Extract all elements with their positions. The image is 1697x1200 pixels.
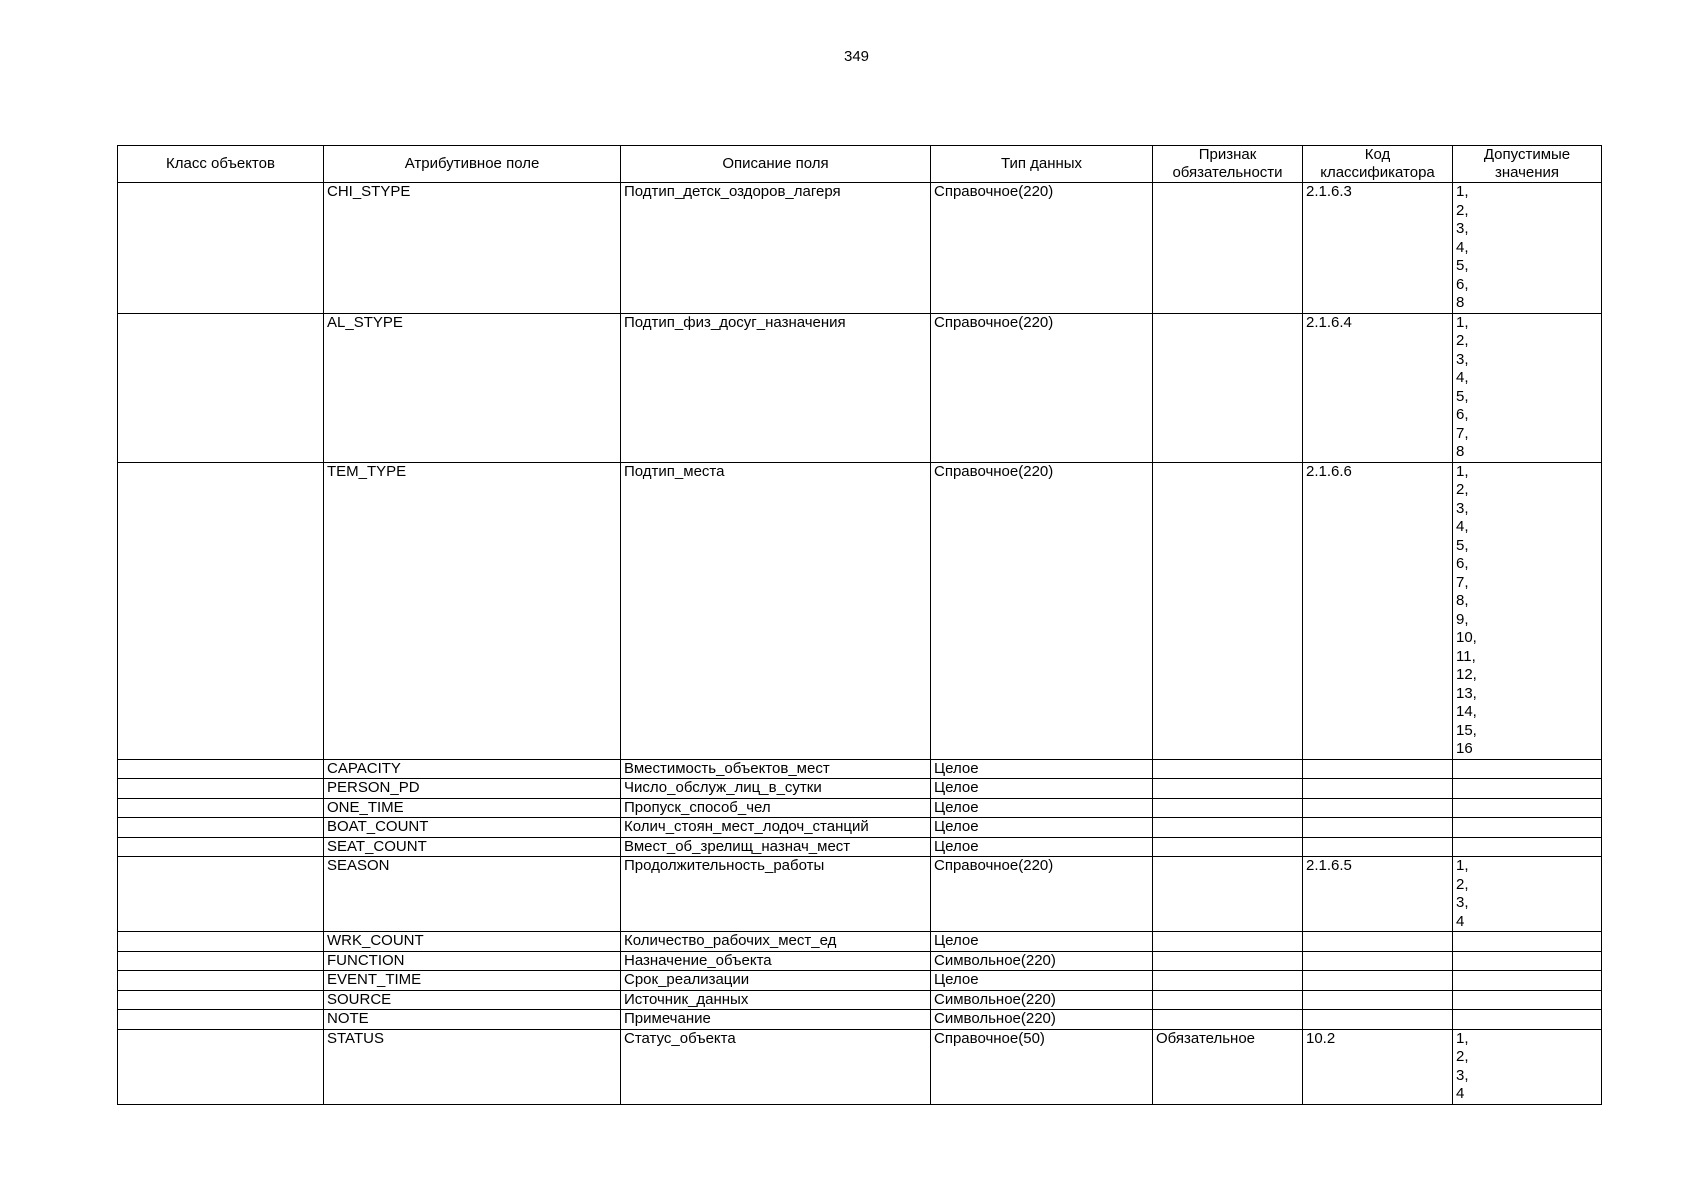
required-flag-cell: Обязательное <box>1153 1029 1303 1104</box>
allowed-value: 5, <box>1456 536 1469 554</box>
data-type-cell: Символьное(220) <box>931 951 1153 971</box>
object-class-cell <box>118 798 324 818</box>
object-class-cell <box>118 759 324 779</box>
allowed-value: 3, <box>1456 894 1469 911</box>
allowed-value: 2, <box>1456 332 1469 349</box>
table-row <box>118 1029 1602 1104</box>
object-class-cell <box>118 462 324 759</box>
table-row <box>118 857 1602 932</box>
required-flag-cell <box>1153 759 1303 779</box>
attribute-table <box>117 145 1602 1105</box>
allowed-values-cell <box>1453 759 1602 779</box>
data-type-cell: Целое <box>931 837 1153 857</box>
classifier-code-cell: 2.1.6.6 <box>1303 462 1453 759</box>
classifier-code-cell <box>1303 779 1453 799</box>
attribute-field-cell: ONE_TIME <box>324 798 621 818</box>
allowed-value: 3, <box>1456 220 1469 237</box>
header-required-flag: Признак обязательности <box>1153 146 1303 183</box>
classifier-code-cell: 2.1.6.3 <box>1303 183 1453 314</box>
field-description-cell: Вместимость_объектов_мест <box>621 759 931 779</box>
allowed-value: 2, <box>1456 875 1469 893</box>
required-flag-cell <box>1153 990 1303 1010</box>
required-flag-cell <box>1153 951 1303 971</box>
attribute-field-cell: CHI_STYPE <box>324 183 621 314</box>
field-description-cell: Пропуск_способ_чел <box>621 798 931 818</box>
allowed-value: 10, <box>1456 629 1477 646</box>
table-row <box>118 462 1602 759</box>
attribute-field-cell: STATUS <box>324 1029 621 1104</box>
required-flag-cell <box>1153 857 1303 932</box>
attribute-field-cell: SEAT_COUNT <box>324 837 621 857</box>
allowed-value: 5, <box>1456 257 1469 274</box>
allowed-value: 1, <box>1456 183 1469 200</box>
allowed-value: 9, <box>1456 610 1469 628</box>
required-flag-cell <box>1153 837 1303 857</box>
allowed-value: 6, <box>1456 275 1469 293</box>
table-header <box>118 146 1602 183</box>
field-description-cell: Число_обслуж_лиц_в_сутки <box>621 779 931 799</box>
classifier-code-cell: 2.1.6.5 <box>1303 857 1453 932</box>
table-row <box>118 951 1602 971</box>
object-class-cell <box>118 183 324 314</box>
allowed-value: 16 <box>1456 740 1473 757</box>
allowed-values-cell <box>1453 971 1602 991</box>
field-description-cell: Подтип_детск_оздоров_лагеря <box>621 183 931 314</box>
required-flag-cell <box>1153 971 1303 991</box>
header-field-description: Описание поля <box>621 146 931 183</box>
field-description-cell: Назначение_объекта <box>621 951 931 971</box>
field-description-cell: Источник_данных <box>621 990 931 1010</box>
data-type-cell: Целое <box>931 971 1153 991</box>
classifier-code-cell: 2.1.6.4 <box>1303 313 1453 462</box>
field-description-cell: Колич_стоян_мест_лодоч_станций <box>621 818 931 838</box>
allowed-value: 4, <box>1456 518 1469 535</box>
allowed-value: 8, <box>1456 592 1469 609</box>
data-type-cell: Справочное(220) <box>931 183 1153 314</box>
field-description-cell: Количество_рабочих_мест_ед <box>621 932 931 952</box>
allowed-value: 7, <box>1456 573 1469 591</box>
table-row <box>118 1010 1602 1030</box>
field-description-cell: Срок_реализации <box>621 971 931 991</box>
attribute-field-cell: SOURCE <box>324 990 621 1010</box>
object-class-cell <box>118 1029 324 1104</box>
object-class-cell <box>118 857 324 932</box>
header-classifier-code: Код классификатора <box>1303 146 1453 183</box>
object-class-cell <box>118 971 324 991</box>
data-type-cell: Справочное(220) <box>931 462 1153 759</box>
object-class-cell <box>118 313 324 462</box>
allowed-values-cell <box>1453 857 1602 932</box>
data-type-cell: Целое <box>931 779 1153 799</box>
table-row <box>118 990 1602 1010</box>
data-type-cell: Целое <box>931 932 1153 952</box>
attribute-field-cell: TEM_TYPE <box>324 462 621 759</box>
allowed-value: 1, <box>1456 462 1469 480</box>
header-allowed-values: Допустимые значения <box>1453 146 1602 183</box>
allowed-value: 4 <box>1456 1085 1465 1102</box>
allowed-value: 3, <box>1456 499 1469 517</box>
allowed-value: 2, <box>1456 481 1469 498</box>
allowed-value: 11, <box>1456 647 1476 665</box>
allowed-values-cell <box>1453 462 1602 759</box>
object-class-cell <box>118 932 324 952</box>
object-class-cell <box>118 779 324 799</box>
allowed-values-cell <box>1453 1010 1602 1030</box>
attribute-field-cell: NOTE <box>324 1010 621 1030</box>
allowed-value: 8 <box>1456 443 1465 460</box>
data-type-cell: Целое <box>931 818 1153 838</box>
attribute-field-cell: BOAT_COUNT <box>324 818 621 838</box>
allowed-values-cell <box>1453 951 1602 971</box>
allowed-value: 6, <box>1456 555 1469 572</box>
allowed-value: 6, <box>1456 406 1469 423</box>
allowed-value: 4, <box>1456 238 1469 256</box>
field-description-cell: Вмест_об_зрелищ_назнач_мест <box>621 837 931 857</box>
allowed-value: 1, <box>1456 1029 1469 1047</box>
classifier-code-cell <box>1303 798 1453 818</box>
attribute-field-cell: FUNCTION <box>324 951 621 971</box>
attribute-field-cell: WRK_COUNT <box>324 932 621 952</box>
data-type-cell: Целое <box>931 759 1153 779</box>
allowed-values-cell <box>1453 932 1602 952</box>
allowed-value: 12, <box>1456 666 1477 683</box>
table-row <box>118 798 1602 818</box>
data-type-cell: Справочное(220) <box>931 313 1153 462</box>
classifier-code-cell <box>1303 818 1453 838</box>
table-row <box>118 932 1602 952</box>
classifier-code-cell <box>1303 971 1453 991</box>
classifier-code-cell <box>1303 837 1453 857</box>
table-body <box>118 183 1602 1105</box>
classifier-code-cell <box>1303 1010 1453 1030</box>
header-row <box>118 146 1602 183</box>
table-row <box>118 779 1602 799</box>
field-description-cell: Продолжительность_работы <box>621 857 931 932</box>
object-class-cell <box>118 818 324 838</box>
attribute-field-cell: AL_STYPE <box>324 313 621 462</box>
allowed-values-cell <box>1453 837 1602 857</box>
allowed-values-cell <box>1453 818 1602 838</box>
classifier-code-cell <box>1303 932 1453 952</box>
attribute-field-cell: PERSON_PD <box>324 779 621 799</box>
allowed-values-cell <box>1453 779 1602 799</box>
header-data-type: Тип данных <box>931 146 1153 183</box>
required-flag-cell <box>1153 818 1303 838</box>
allowed-value: 5, <box>1456 387 1469 405</box>
allowed-value: 8 <box>1456 294 1465 311</box>
allowed-values-cell <box>1453 183 1602 314</box>
allowed-values-cell <box>1453 798 1602 818</box>
allowed-value: 3, <box>1456 350 1469 368</box>
required-flag-cell <box>1153 932 1303 952</box>
object-class-cell <box>118 837 324 857</box>
field-description-cell: Статус_объекта <box>621 1029 931 1104</box>
required-flag-cell <box>1153 798 1303 818</box>
data-type-cell: Символьное(220) <box>931 990 1153 1010</box>
allowed-value: 4, <box>1456 369 1469 386</box>
object-class-cell <box>118 951 324 971</box>
page-number: 349 <box>843 48 870 65</box>
required-flag-cell <box>1153 462 1303 759</box>
data-type-cell: Справочное(50) <box>931 1029 1153 1104</box>
allowed-value: 4 <box>1456 912 1465 930</box>
allowed-value: 15, <box>1456 721 1477 739</box>
header-object-class: Класс объектов <box>118 146 324 183</box>
allowed-values-cell <box>1453 313 1602 462</box>
object-class-cell <box>118 1010 324 1030</box>
allowed-values-cell <box>1453 1029 1602 1104</box>
table-row <box>118 837 1602 857</box>
table-row <box>118 759 1602 779</box>
header-attribute-field: Атрибутивное поле <box>324 146 621 183</box>
field-description-cell: Подтип_физ_досуг_назначения <box>621 313 931 462</box>
required-flag-cell <box>1153 1010 1303 1030</box>
table-row <box>118 818 1602 838</box>
object-class-cell <box>118 990 324 1010</box>
allowed-value: 2, <box>1456 201 1469 219</box>
table-row <box>118 313 1602 462</box>
field-description-cell: Примечание <box>621 1010 931 1030</box>
allowed-value: 13, <box>1456 684 1477 702</box>
classifier-code-cell <box>1303 990 1453 1010</box>
attribute-field-cell: EVENT_TIME <box>324 971 621 991</box>
attribute-field-cell: SEASON <box>324 857 621 932</box>
field-description-cell: Подтип_места <box>621 462 931 759</box>
data-type-cell: Справочное(220) <box>931 857 1153 932</box>
allowed-value: 1, <box>1456 313 1469 331</box>
attribute-field-cell: CAPACITY <box>324 759 621 779</box>
classifier-code-cell: 10.2 <box>1303 1029 1453 1104</box>
data-type-cell: Целое <box>931 798 1153 818</box>
allowed-value: 3, <box>1456 1066 1469 1084</box>
classifier-code-cell <box>1303 759 1453 779</box>
allowed-value: 14, <box>1456 703 1477 720</box>
data-type-cell: Символьное(220) <box>931 1010 1153 1030</box>
table-row <box>118 183 1602 314</box>
classifier-code-cell <box>1303 951 1453 971</box>
required-flag-cell <box>1153 183 1303 314</box>
required-flag-cell <box>1153 779 1303 799</box>
allowed-value: 7, <box>1456 424 1469 442</box>
table-row <box>118 971 1602 991</box>
allowed-value: 2, <box>1456 1048 1469 1065</box>
required-flag-cell <box>1153 313 1303 462</box>
allowed-values-cell <box>1453 990 1602 1010</box>
allowed-value: 1, <box>1456 857 1469 874</box>
